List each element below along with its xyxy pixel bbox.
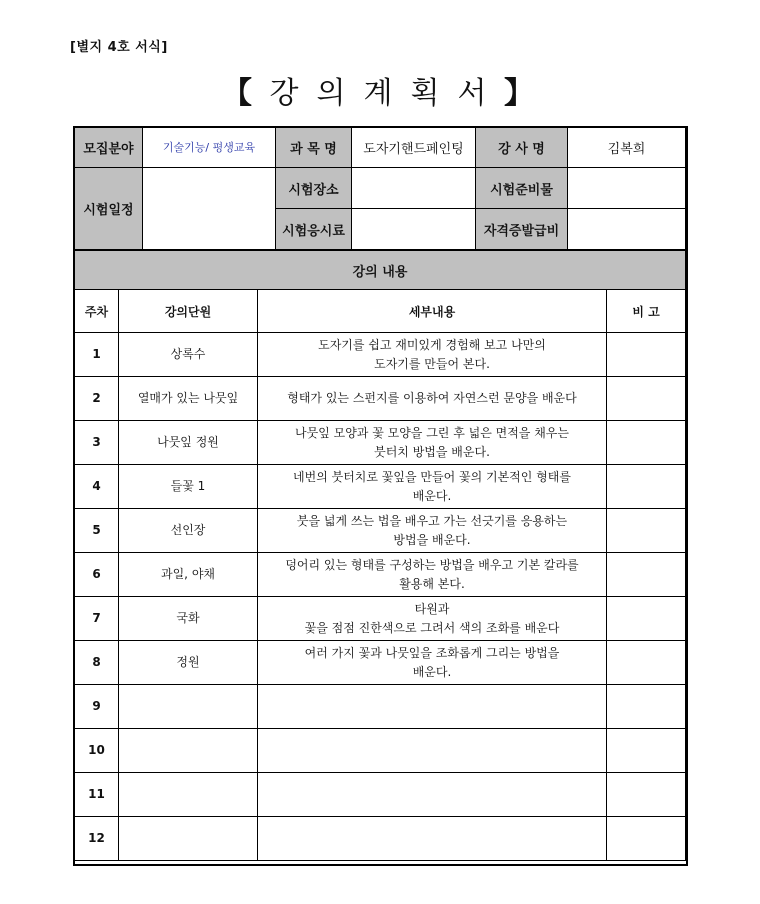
cert-fee-label: 자격증발급비 <box>476 209 568 250</box>
week-number: 12 <box>75 817 119 861</box>
lecture-note <box>607 773 686 817</box>
lecture-note <box>607 465 686 509</box>
lecture-detail <box>258 685 607 729</box>
lecture-detail <box>258 465 607 509</box>
exam-place-value <box>352 168 476 209</box>
lecture-detail <box>258 817 607 861</box>
lecture-note <box>607 817 686 861</box>
exam-fee-value <box>352 209 476 250</box>
week-number: 2 <box>75 377 119 421</box>
instructor-value: 김복희 <box>568 127 686 168</box>
instructor-label: 강 사 명 <box>476 127 568 168</box>
header-week: 주차 <box>75 290 119 333</box>
subject-label: 과 목 명 <box>276 127 352 168</box>
week-number: 9 <box>75 685 119 729</box>
detail-line: 배운다. <box>412 488 452 503</box>
table-row <box>75 773 686 817</box>
lecture-detail <box>258 773 607 817</box>
lecture-detail <box>258 377 607 421</box>
lecture-unit: 과일, 야채 <box>119 553 258 597</box>
header-note: 비 고 <box>607 290 686 333</box>
table-row <box>75 597 686 641</box>
lecture-detail <box>258 421 607 465</box>
table-row <box>75 377 686 421</box>
detail-line: 붓을 넓게 쓰는 법을 배우고 가는 선긋기를 응용하는 <box>296 513 568 528</box>
detail-line: 붓터치 방법을 배운다. <box>374 444 490 459</box>
week-number: 4 <box>75 465 119 509</box>
lecture-note <box>607 421 686 465</box>
week-number: 5 <box>75 509 119 553</box>
exam-date-value <box>143 168 276 250</box>
lecture-note <box>607 597 686 641</box>
table-row <box>75 553 686 597</box>
table-row <box>75 729 686 773</box>
exam-fee-label: 시험응시료 <box>276 209 352 250</box>
lecture-unit: 국화 <box>119 597 258 641</box>
week-number: 8 <box>75 641 119 685</box>
detail-line: 도자기를 만들어 본다. <box>374 356 490 371</box>
lecture-detail <box>258 333 607 377</box>
recruit-field-value: 기술기능/ 평생교육 <box>143 127 276 168</box>
lecture-unit: 들꽃 1 <box>119 465 258 509</box>
lecture-unit <box>119 773 258 817</box>
title-text: 강의계획서 <box>269 76 505 111</box>
week-number: 10 <box>75 729 119 773</box>
detail-line: 타원과 <box>414 601 450 616</box>
lecture-unit: 상록수 <box>119 333 258 377</box>
detail-line: 여러 가지 꽃과 나뭇잎을 조화롭게 그리는 방법을 <box>304 645 560 660</box>
lecture-note <box>607 641 686 685</box>
lecture-note <box>607 377 686 421</box>
lecture-unit <box>119 817 258 861</box>
lecture-note <box>607 729 686 773</box>
table-row <box>75 641 686 685</box>
page-title <box>0 68 760 112</box>
lecture-detail <box>258 553 607 597</box>
table-row <box>75 817 686 861</box>
lecture-note <box>607 553 686 597</box>
exam-place-label: 시험장소 <box>276 168 352 209</box>
lecture-note <box>607 685 686 729</box>
week-number: 11 <box>75 773 119 817</box>
detail-line: 덩어리 있는 형태를 구성하는 방법을 배우고 기본 칼라를 <box>285 557 579 572</box>
detail-line: 활용해 본다. <box>399 576 465 591</box>
form-id: [별지 4호 서식] <box>70 40 168 55</box>
table-row <box>75 509 686 553</box>
title-open-bracket: 【 <box>222 76 256 111</box>
detail-line: 방법을 배운다. <box>393 532 471 547</box>
lecture-detail <box>258 641 607 685</box>
detail-line: 나뭇잎 모양과 꽃 모양을 그린 후 넓은 면적을 채우는 <box>295 425 569 440</box>
table-row <box>75 685 686 729</box>
week-number: 6 <box>75 553 119 597</box>
table-row <box>75 465 686 509</box>
lecture-detail <box>258 729 607 773</box>
lecture-content-table <box>74 250 686 861</box>
lecture-detail <box>258 509 607 553</box>
week-number: 3 <box>75 421 119 465</box>
week-number: 1 <box>75 333 119 377</box>
exam-date-label: 시험일정 <box>75 168 143 250</box>
week-number: 7 <box>75 597 119 641</box>
table-row <box>75 333 686 377</box>
section-title: 강의 내용 <box>75 251 686 290</box>
lecture-detail <box>258 597 607 641</box>
lecture-unit: 나뭇잎 정원 <box>119 421 258 465</box>
lecture-note <box>607 509 686 553</box>
exam-prep-label: 시험준비물 <box>476 168 568 209</box>
detail-line: 꽃을 점점 진한색으로 그려서 색의 조화를 배운다 <box>304 620 560 635</box>
info-table <box>74 126 686 250</box>
header-detail: 세부내용 <box>258 290 607 333</box>
table-row <box>75 421 686 465</box>
lecture-note <box>607 333 686 377</box>
lecture-unit: 정원 <box>119 641 258 685</box>
detail-line: 도자기를 쉽고 재미있게 경험해 보고 나만의 <box>318 337 546 352</box>
cert-fee-value <box>568 209 686 250</box>
lecture-unit <box>119 685 258 729</box>
lecture-unit: 선인장 <box>119 509 258 553</box>
subject-value: 도자기핸드페인팅 <box>352 127 476 168</box>
detail-line: 형태가 있는 스펀지를 이용하여 자연스런 문양을 배운다 <box>287 391 577 406</box>
detail-line: 네번의 붓터치로 꽃잎을 만들어 꽃의 기본적인 형태를 <box>293 469 571 484</box>
title-close-bracket: 】 <box>504 76 538 111</box>
detail-line: 배운다. <box>412 664 452 679</box>
lecture-unit: 열매가 있는 나뭇잎 <box>119 377 258 421</box>
lecture-unit <box>119 729 258 773</box>
exam-prep-value <box>568 168 686 209</box>
recruit-field-label: 모집분야 <box>75 127 143 168</box>
header-unit: 강의단원 <box>119 290 258 333</box>
